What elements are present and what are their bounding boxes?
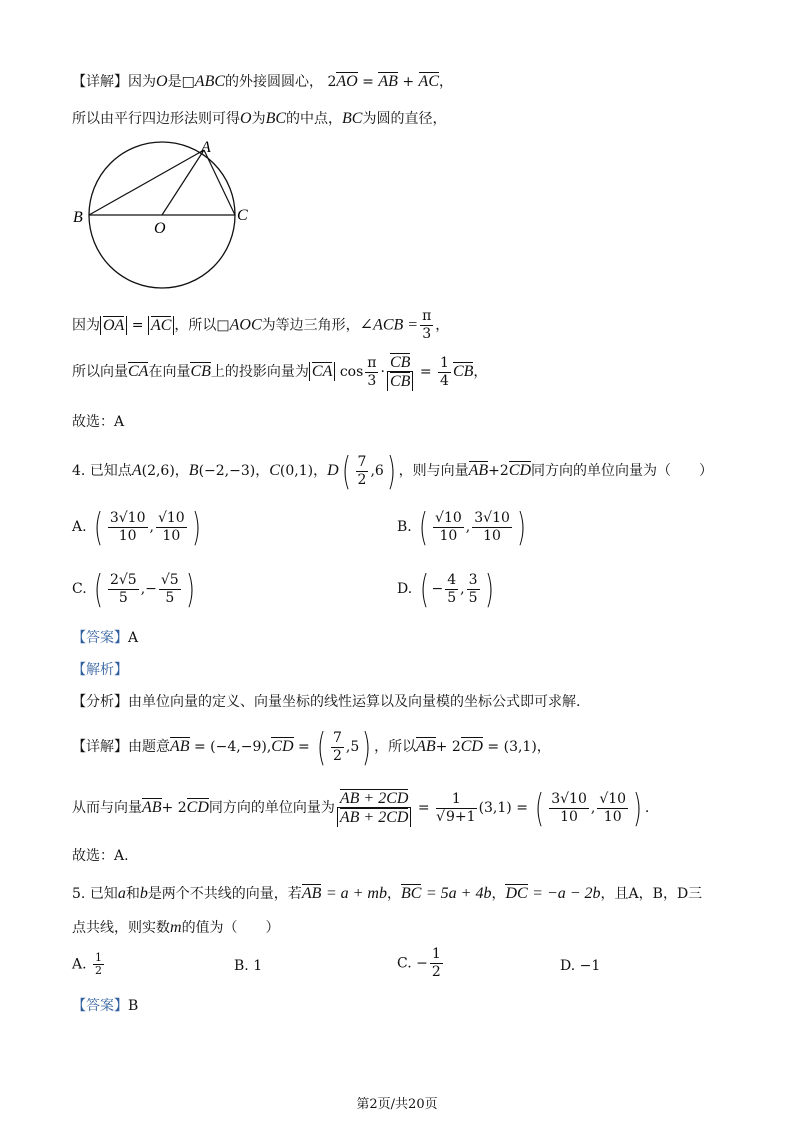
text: ， (255, 463, 270, 479)
vector-b: b (139, 885, 148, 902)
text: 是 (167, 74, 182, 90)
text: 在向量 (148, 364, 191, 380)
vector-AC: AC (150, 316, 172, 334)
vector-AB: AB (468, 462, 489, 479)
option-label: D. (560, 958, 576, 974)
text: 为 (251, 111, 266, 127)
math-eq: = (131, 317, 144, 334)
fraction (108, 510, 148, 545)
math-eq: = (417, 800, 430, 816)
abs-OA (100, 316, 127, 335)
fraction (445, 572, 458, 607)
segment-AC (204, 150, 235, 215)
detail-4-line-2: 从而与向量AB+ 2CD同方向的单位向量为 $\frac{AB + 2CD}{AB + 2CD}$ = $\frac{1}{√9+1}$ (3,1) = ( $\frac{3√10}{10}$ , $\frac{√10}{10}$ ) . (72, 786, 650, 830)
vector-CB: CB (389, 373, 411, 390)
denominator (387, 372, 413, 391)
math-ABC: ABC (194, 73, 226, 90)
numerator: 1 (436, 791, 476, 809)
vector-CA: CA (128, 363, 149, 380)
coords-D-y: ,6 (370, 463, 384, 479)
denominator: 10 (560, 808, 578, 825)
denominator: 10 (118, 527, 137, 544)
numerator (337, 789, 412, 808)
angle-ACB: ∠ACB = (359, 316, 419, 334)
analysis-4 (72, 660, 128, 680)
math-2: 2 (327, 74, 337, 90)
coords-A: 2,6 (147, 463, 170, 479)
numerator: 3 (468, 571, 478, 588)
fraction (597, 791, 628, 826)
numerator: √5 (160, 571, 179, 588)
numerator: 4 (447, 571, 457, 588)
minus: − (416, 955, 428, 972)
question-5 (72, 884, 702, 904)
denominator: √9+1 (436, 808, 476, 825)
point-C: C (269, 462, 280, 479)
option-value: 1 (253, 958, 263, 974)
math-value: = (−4,−9), (194, 739, 272, 755)
label-B: B (73, 209, 83, 226)
option-value: −1 (579, 958, 601, 974)
radicand: 9+1 (446, 808, 476, 825)
fenxi-4 (72, 692, 580, 712)
label-O: O (154, 220, 166, 237)
denominator: 10 (483, 527, 501, 544)
text: 上的投影向量为 (210, 364, 309, 380)
fraction (433, 510, 464, 545)
text: 同方向的单位向量为 (208, 800, 335, 816)
option-C[interactable] (397, 946, 445, 981)
numerator: 1 (440, 354, 449, 371)
text: 是两个不共线的向量，若 (147, 886, 302, 902)
option-D[interactable]: D. ( − $\frac{4}{5}$ , $\frac{3}{5}$ ) (397, 567, 494, 611)
numerator: 1 (95, 951, 103, 964)
vector-a: a (117, 885, 126, 902)
option-label: D. (397, 581, 413, 597)
segment-OA (162, 150, 204, 215)
answer-tag: 【答案】 (72, 630, 128, 646)
numerator: π (422, 308, 432, 324)
text: 所以向量 (72, 364, 128, 380)
text: ， (435, 317, 450, 334)
numerator (387, 353, 413, 372)
choice-4: 故选：A. (72, 848, 129, 864)
math-value: ,5 (345, 739, 360, 755)
vector-OA: OA (103, 316, 125, 334)
denominator: 2 (431, 964, 441, 980)
numerator: 3√10 (109, 509, 146, 526)
denominator: 10 (162, 527, 181, 544)
fraction-unit-vector (337, 789, 412, 827)
text: . (644, 800, 650, 816)
denominator: 5 (468, 589, 478, 606)
text: 所以由平行四边形法则可得 (72, 111, 240, 127)
vector-AB: AB (301, 885, 322, 902)
point-B: B (188, 462, 199, 479)
math-eq: = (419, 364, 432, 380)
question-number: 5. (72, 886, 86, 902)
vector-CD: CD (271, 738, 294, 755)
option-C[interactable]: C. ( $\frac{2√5}{5}$ ,− $\frac{√5}{5}$ ) (72, 567, 195, 611)
detail-line-1 (72, 72, 453, 92)
detail-line-3 (72, 308, 449, 343)
segment-BA (89, 150, 204, 215)
fenxi-text: 由单位向量的定义、向量坐标的线性运算以及向量模的坐标公式即可求解. (128, 694, 581, 710)
coords-C: 0,1 (285, 463, 308, 479)
numerator: 7 (357, 453, 367, 470)
abs-CA (309, 362, 335, 381)
fraction (108, 572, 139, 607)
denominator: 2 (357, 471, 367, 488)
detail-tag: 【详解】 (72, 74, 128, 90)
denominator: 5 (447, 589, 457, 606)
vector-AO: AO (336, 73, 358, 90)
denominator: 4 (440, 372, 449, 389)
option-label: C. (397, 955, 412, 972)
denominator: 3 (422, 326, 432, 342)
numerator: 3√10 (551, 790, 587, 807)
fraction-CB-unit (387, 353, 413, 391)
option-B[interactable]: B. ( $\frac{√10}{10}$ , $\frac{3√10}{10}$ ) (397, 505, 526, 549)
numerator: 3√10 (474, 509, 510, 526)
numerator: √10 (435, 509, 462, 526)
detail-line-2 (72, 109, 446, 129)
vector-DC: DC (505, 885, 528, 902)
option-label: C. (72, 581, 87, 597)
numerator: √10 (599, 790, 627, 807)
choice-line: 故选：A (72, 414, 125, 430)
question-5-line-2 (72, 918, 280, 938)
answer-tag: 【答案】 (72, 998, 128, 1014)
fraction-pi-3 (365, 355, 378, 390)
text: 的外接圆圆心， (225, 74, 324, 90)
fraction-pi-3 (420, 308, 433, 343)
math-eq: = (362, 74, 374, 90)
minus: − (145, 581, 157, 597)
fraction-1-sqrt (436, 791, 476, 826)
option-B[interactable] (234, 958, 262, 974)
math-expr: = −a − 2b (532, 885, 601, 902)
text: ，且A，B，D三 (600, 886, 703, 902)
fraction (93, 952, 104, 977)
vector-CB: CB (389, 354, 411, 371)
option-D[interactable] (560, 958, 600, 974)
fraction-7-2 (356, 454, 369, 489)
answer-value: B (128, 998, 139, 1014)
numerator: 2√5 (109, 571, 137, 588)
detail-line-4 (72, 352, 487, 392)
text: 已知点 (89, 463, 132, 479)
detail-tag: 【详解】 (72, 739, 128, 755)
vector-AB: AB (142, 799, 162, 816)
dot: · (380, 364, 385, 380)
analysis-tag: 【解析】 (72, 662, 128, 678)
denominator: 3 (367, 372, 377, 389)
point-A: A (131, 462, 142, 479)
text: 为圆的直径， (362, 111, 447, 127)
math-BC: BC (265, 110, 287, 127)
text: 的值为（ ） (181, 920, 280, 936)
fraction (472, 510, 512, 545)
vector-sum: AB + 2CD (339, 809, 409, 826)
circle-diagram (68, 140, 258, 290)
text: ，所以 (374, 739, 417, 755)
page-footer: 第2页/共20页 (356, 1097, 438, 1112)
answer-value: A (128, 630, 139, 646)
vector-CB: CB (452, 363, 474, 380)
option-A[interactable]: A. ( $\frac{3√10}{10}$ , $\frac{√10}{10}$ ) (72, 505, 201, 549)
denominator: 2 (95, 964, 103, 977)
fraction (156, 510, 187, 545)
math-plus: + 2 (161, 800, 187, 816)
text: 的中点， (286, 111, 343, 127)
detail-4-line-1: 【详解】由题意AB = (−4,−9),CD = ( $\frac{7}{2}$ ,5) ，所以AB+ 2CD = (3,1)， (72, 725, 551, 769)
numerator: √10 (157, 509, 185, 526)
math-plus: + (402, 74, 415, 90)
numerator: π (367, 354, 377, 371)
minus: − (431, 581, 444, 597)
option-label: A. (72, 956, 87, 973)
text: ，所以 (174, 317, 217, 334)
math-m: m (170, 919, 182, 936)
denominator: 2 (332, 747, 342, 764)
text: ， (174, 463, 189, 479)
math-value: = (3,1)， (487, 739, 551, 755)
fraction (549, 791, 589, 826)
vector-CD: CD (186, 799, 209, 816)
vector-AB: AB (378, 73, 398, 90)
option-label: A. (72, 519, 87, 535)
vector-CB: CB (190, 363, 211, 380)
option-label: B. (234, 958, 249, 974)
fraction (467, 572, 480, 607)
question-number: 4. (72, 463, 86, 479)
cos: cos (339, 364, 364, 380)
option-A[interactable] (72, 952, 106, 977)
numerator: 7 (332, 729, 342, 746)
vector-BC: BC (400, 885, 422, 902)
text: ， (313, 463, 328, 479)
math-AOC: AOC (229, 316, 262, 334)
text: ， (473, 364, 488, 380)
text: 为等边三角形， (261, 317, 360, 334)
text: ，则与向量 (398, 463, 469, 479)
vector-CA: CA (311, 363, 333, 380)
abs-AC (148, 316, 174, 335)
text: 同方向的单位向量为（ ） (531, 463, 714, 479)
text: ， (439, 74, 453, 90)
point-D: D (327, 462, 339, 479)
numerator: 1 (431, 946, 441, 962)
math-O: O (156, 73, 168, 90)
text: 由题意 (128, 739, 170, 755)
text: 从而与向量 (72, 800, 142, 816)
text: 已知 (89, 886, 118, 902)
text: 因为 (128, 74, 156, 90)
text: 和 (125, 886, 140, 902)
label-A: A (201, 140, 211, 156)
denominator: 5 (118, 589, 128, 606)
coords-B: −2,−3 (204, 463, 250, 479)
vector-CD: CD (460, 738, 483, 755)
option-label: B. (397, 519, 412, 535)
fraction (159, 572, 181, 607)
vector-AB: AB (416, 738, 436, 755)
answer-4 (72, 628, 138, 648)
question-4: 4. 已知点A(2,6)，B(−2,−3)，C(0,1)，D( $\frac{7}{2}$ ,6) ，则与向量AB+2CD同方向的单位向量为（ ） (72, 449, 714, 493)
math-expr: = 5a + 4b (425, 885, 492, 902)
text: 点共线，则实数 (72, 920, 170, 936)
math-O: O (240, 110, 252, 127)
math-plus: +2 (488, 463, 509, 479)
math-expr: = a + mb (325, 885, 387, 902)
vector-AB: AB (170, 738, 190, 755)
fraction-7-2 (331, 730, 344, 765)
denominator (337, 808, 412, 827)
math-plus: + 2 (435, 739, 461, 755)
denominator: 5 (165, 589, 175, 606)
vector-sum: AB + 2CD (339, 790, 409, 807)
triangle-symbol: □ (181, 74, 195, 90)
vector-CD: CD (508, 462, 532, 479)
fraction-1-4 (438, 355, 451, 390)
text: ， (491, 886, 506, 902)
answer-5 (72, 996, 138, 1016)
text: ， (386, 886, 401, 902)
math-value: (3,1) = (478, 800, 528, 816)
denominator: 10 (439, 527, 458, 544)
label-C: C (237, 207, 248, 224)
text: 因为 (72, 317, 100, 334)
vector-AC: AC (418, 73, 439, 90)
fenxi-tag: 【分析】 (72, 694, 128, 710)
fraction (430, 946, 443, 981)
triangle-symbol: □ (216, 317, 230, 334)
denominator: 10 (603, 808, 622, 825)
math-eq: = (297, 739, 310, 755)
math-BC: BC (342, 110, 363, 127)
